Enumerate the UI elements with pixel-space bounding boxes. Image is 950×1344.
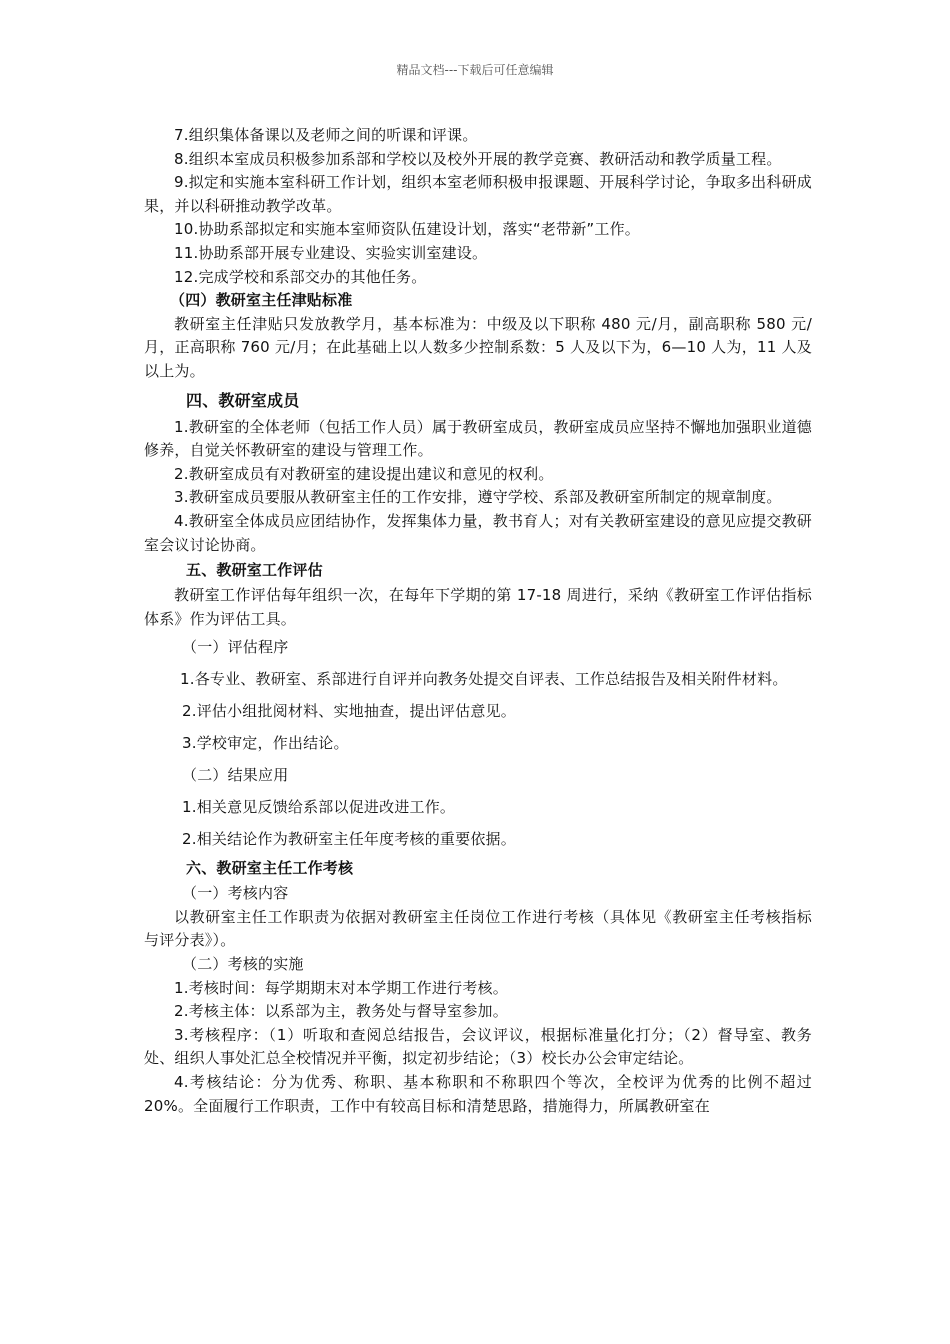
result-item-2: 2.相关结论作为教研室主任年度考核的重要依据。: [182, 830, 516, 849]
allowance-text: 教研室主任津贴只发放教学月，基本标准为：中级及以下职称 480 元/月，副高职称 580 元/月，正高职称 760 元/月；在此基础上以人数多少控制系数：5 人及以下为，6—10 人为，11 人及以上为。: [144, 314, 812, 380]
member-item-2: 2.教研室成员有对教研室的建设提出建议和意见的权利。: [174, 464, 554, 483]
heading-members: 四、教研室成员: [186, 390, 300, 410]
heading-director-assessment: 六、教研室主任工作考核: [186, 859, 354, 878]
duty-item-7: 7.组织集体备课以及老师之间的听课和评课。: [174, 126, 478, 144]
heading-evaluation-procedure: （一）评估程序: [182, 638, 289, 657]
evaluation-step-2: 2.评估小组批阅材料、实地抽查，提出评估意见。: [182, 702, 516, 721]
heading-assessment-implementation: （二）考核的实施: [182, 955, 304, 974]
assessment-item-4: 4.考核结论：分为优秀、称职、基本称职和不称职四个等次，全校评为优秀的比例不超过 20%。全面履行工作职责，工作中有较高目标和清楚思路，措施得力，所属教研室在: [144, 1073, 812, 1115]
assessment-item-1: 1.考核时间：每学期期末对本学期工作进行考核。: [174, 978, 508, 997]
result-item-1: 1.相关意见反馈给系部以促进改进工作。: [182, 798, 456, 817]
assessment-item-3: 3.考核程序：（1）听取和查阅总结报告，会议评议，根据标准量化打分；（2）督导室、教务处、组织人事处汇总全校情况并平衡，拟定初步结论；（3）校长办公会审定结论。: [144, 1025, 812, 1068]
member-item-4: 4.教研室全体成员应团结协作，发挥集体力量，教书育人；对有关教研室建设的意见应提交教研室会议讨论协商。: [144, 511, 812, 554]
duty-item-12: 12.完成学校和系部交办的其他任务。: [174, 267, 427, 286]
assessment-item-2: 2.考核主体：以系部为主，教务处与督导室参加。: [174, 1002, 508, 1021]
evaluation-step-1: 1.各专业、教研室、系部进行自评并向教务处提交自评表、工作总结报告及相关附件材料。: [180, 670, 788, 689]
duty-item-11: 11.协助系部开展专业建设、实验实训室建设。: [174, 243, 488, 262]
member-item-1: 1.教研室的全体老师（包括工作人员）属于教研室成员，教研室成员应坚持不懈地加强职业道德修养，自觉关怀教研室的建设与管理工作。: [144, 417, 812, 460]
duty-item-8: 8.组织本室成员积极参加系部和学校以及校外开展的教学竞赛、教研活动和教学质量工程。: [174, 149, 782, 168]
member-item-3: 3.教研室成员要服从教研室主任的工作安排，遵守学校、系部及教研室所制定的规章制度。: [174, 488, 782, 507]
heading-evaluation: 五、教研室工作评估: [186, 561, 323, 580]
duty-item-9: 9.拟定和实施本室科研工作计划，组织本室老师积极申报课题、开展科学讨论，争取多出科研成果，并以科研推动教学改革。: [144, 173, 812, 215]
duty-item-10: 10.协助系部拟定和实施本室师资队伍建设计划，落实“老带新”工作。: [174, 220, 640, 239]
evaluation-intro: 教研室工作评估每年组织一次，在每年下学期的第 17-18 周进行，采纳《教研室工作评估指标体系》作为评估工具。: [144, 586, 812, 628]
heading-allowance: （四）教研室主任津贴标准: [170, 291, 353, 310]
assessment-content-text: 以教研室主任工作职责为依据对教研室主任岗位工作进行考核（具体见《教研室主任考核指标与评分表》）。: [144, 907, 812, 950]
document-body: [144, 124, 812, 1118]
heading-result-application: （二）结果应用: [182, 766, 289, 785]
page-header: 精品文档---下载后可任意编辑: [396, 63, 554, 77]
heading-assessment-content: （一）考核内容: [182, 884, 289, 903]
evaluation-step-3: 3.学校审定，作出结论。: [182, 734, 349, 753]
